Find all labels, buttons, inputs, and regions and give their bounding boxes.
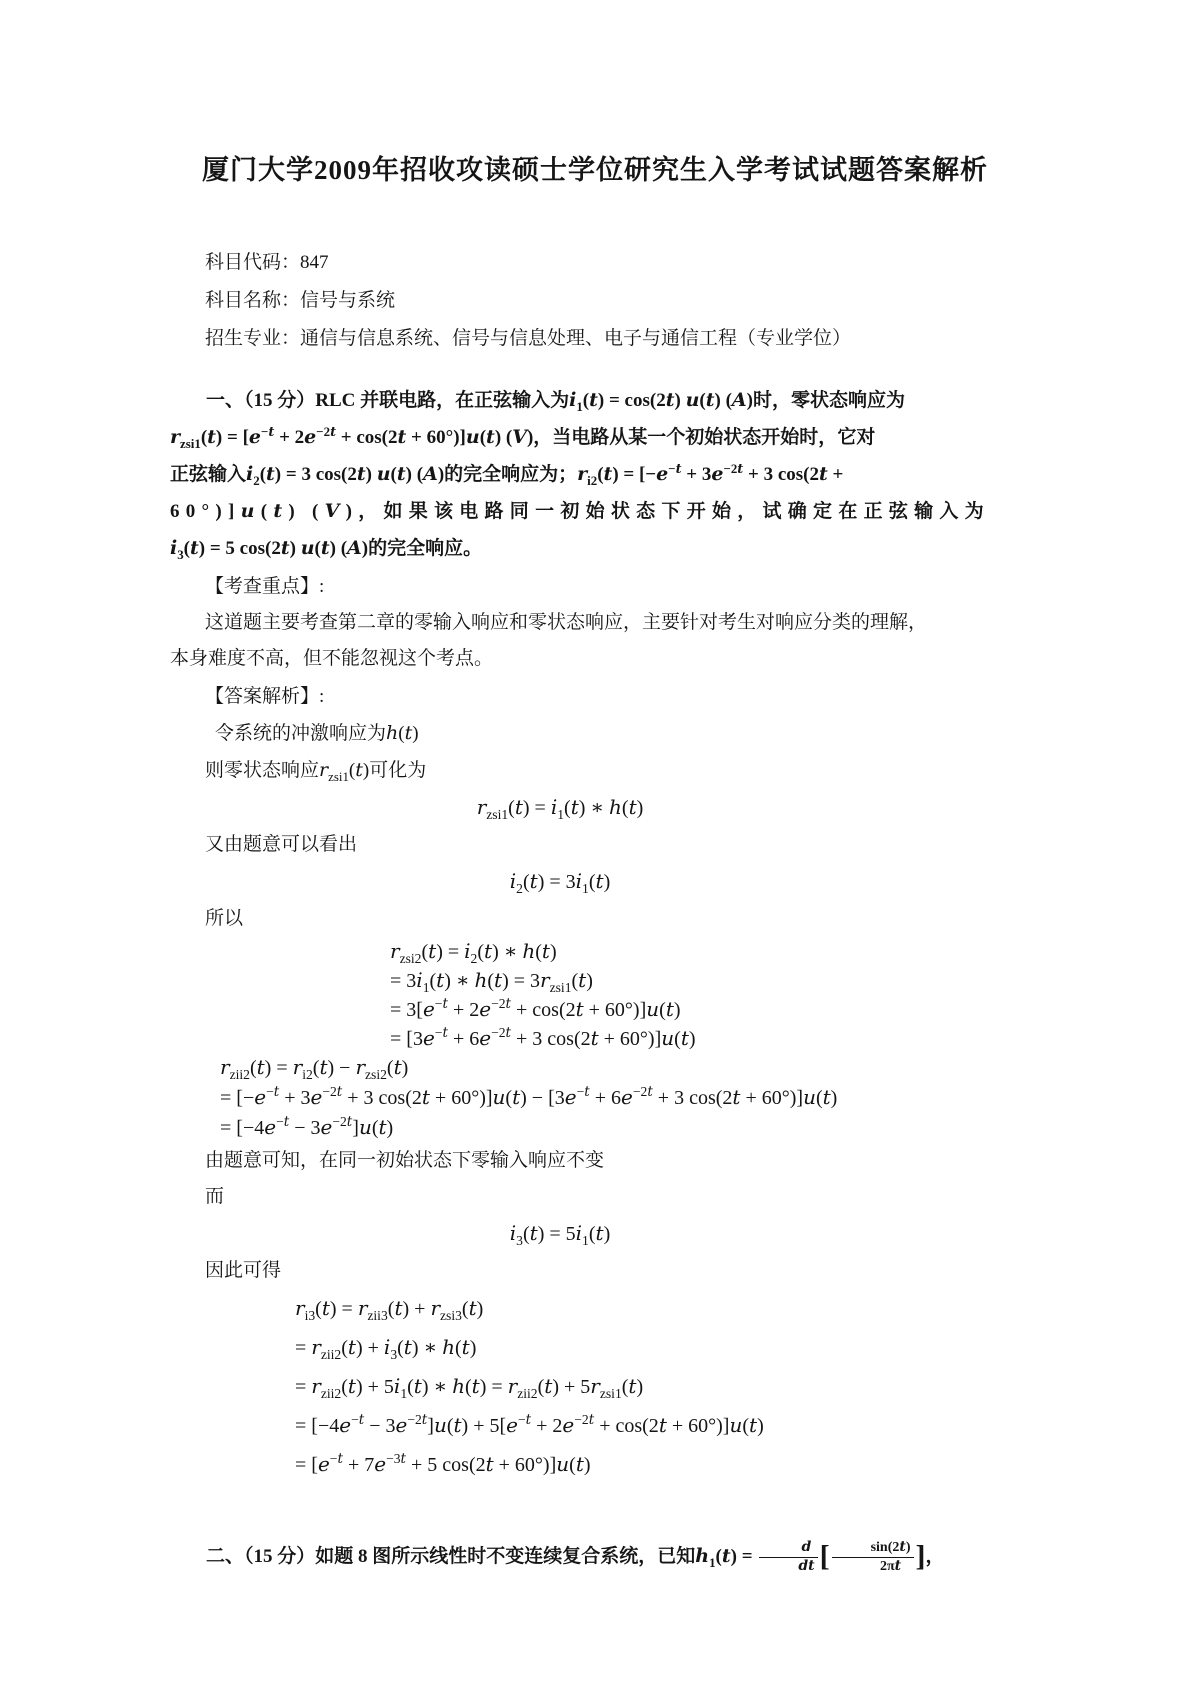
formula-centered: $i_2(t) = 3i_1(t)$	[509, 869, 611, 896]
subject-name: 科目名称：信号与系统	[205, 290, 396, 311]
answer-text-line: 则零状态响应$r_{zsi1}(t)$可化为	[205, 759, 427, 784]
formula-line: = $3[e^{-t} + 2e^{-2t} + \cos(2t + 60^\circ)]u(t)$	[390, 996, 681, 1021]
question-1-line-3: 正弦输入$i_2(t) = 3$ cos(2t) u(t) (A)的完全响应为；$r_{i2}(t) = [-e^{-t} + 3e^{-2t} + 3$ cos(2t +	[170, 460, 844, 488]
question-1-line-4: 60°)]u(t) (V)，如果该电路同一初始状态下开始，试确定在正弦输入为	[170, 500, 990, 522]
answer-text-line: 由题意可知，在同一初始状态下零输入响应不变	[205, 1150, 605, 1171]
answer-text-line: 又由题意可以看出	[205, 834, 358, 855]
formula-line: $r_{zii2}(t) = r_{i2}(t) - r_{zsi2}(t)$	[220, 1055, 409, 1082]
formula-line: $r_{i3}(t) = r_{zii3}(t) + r_{zsi3}(t)$	[295, 1296, 484, 1323]
question-1-line-5: $i_3(t) = 5$ cos(2t) u(t) (A)的完全响应。	[170, 537, 483, 562]
question-1	[170, 382, 1020, 567]
formula-line: = $r_{zii2}(t) + i_3(t)$ ∗ h(t)	[295, 1335, 477, 1362]
formula-line: $r_{zsi2}(t) = i_2(t)$ ∗ h(t)	[390, 939, 557, 966]
page-title: 厦门大学2009年招收攻读硕士学位研究生入学考试试题答案解析	[202, 155, 988, 185]
formula-line: = [$-e^{-t} + 3e^{-2t} + 3$ $\cos(2t + 60^\circ)]u(t) - [3e^{-t} + 6e^{-2t} + 3$ cos(2t + 60°)]u(t)	[220, 1084, 838, 1109]
question-2: 二、（15 分）如题 8 图所示线性时不变连续复合系统，已知$h_1(t)$ = $\frac{d}{dt}$ [ $\frac{\sin(2t)}{2\pi t}$ ]，	[206, 1538, 945, 1574]
meta-block	[170, 244, 1020, 358]
answer-text-line: 因此可得	[205, 1260, 282, 1281]
formula-line: = $[-4e^{-t} - 3e^{-2t}]u(t) + 5[e^{-t} + 2e^{-2t} + \cos(2t + 60^\circ)]u(t)$	[295, 1412, 764, 1437]
formula-centered: $i_3(t) = 5i_1(t)$	[509, 1221, 611, 1248]
question-1-line-2: $r_{zsi1}(t) = [e^{-t} + 2e^{-2t} + \cos(2t + 60^\circ)]u(t)$ (V)，当电路从某一个初始状态开始时，它对	[170, 423, 876, 451]
answer-text-line: 令系统的冲激响应为h(t)	[215, 722, 419, 744]
focus-section	[170, 569, 1020, 677]
admission-majors: 招生专业：通信与信息系统、信号与信息处理、电子与通信工程（专业学位）	[205, 328, 852, 349]
focus-text-line-2: 本身难度不高，但不能忽视这个考点。	[170, 648, 494, 669]
formula-line: = [$e^{-t} + 7e^{-3t} + 5$ cos(2t + 60°)]u(t)	[295, 1451, 591, 1476]
answer-header: 【答案解析】:	[205, 686, 325, 707]
question-1-line-1: 一、（15 分）RLC 并联电路，在正弦输入为$i_1(t) = \cos(2t)$ u(t) (A)时，零状态响应为	[206, 389, 905, 414]
formula-line: = $[-4e^{-t} - 3e^{-2t}]u(t)$	[220, 1114, 394, 1139]
subject-code: 科目代码：847	[205, 252, 329, 273]
answer-text-line: 所以	[205, 908, 244, 929]
answer-section	[170, 679, 1020, 1484]
formula-centered: $r_{zsi1}(t) = i_1(t)$ ∗ h(t)	[476, 795, 644, 822]
formula-line: = $3i_1(t)$ ∗ $h(t) = 3r_{zsi1}(t)$	[390, 968, 593, 995]
focus-header: 【考查重点】:	[205, 576, 325, 597]
formula-line: = [$3e^{-t} + 6e^{-2t} + 3$ cos(2t + 60°)]u(t)	[390, 1025, 696, 1050]
focus-text-line-1: 这道题主要考查第二章的零输入响应和零状态响应，主要针对考生对响应分类的理解，	[205, 612, 928, 633]
formula-line: = $r_{zii2}(t) + 5i_1(t)$ ∗ $h(t) = r_{zii2}(t) + 5r_{zsi1}(t)$	[295, 1374, 644, 1401]
answer-text-line: 而	[205, 1186, 225, 1207]
